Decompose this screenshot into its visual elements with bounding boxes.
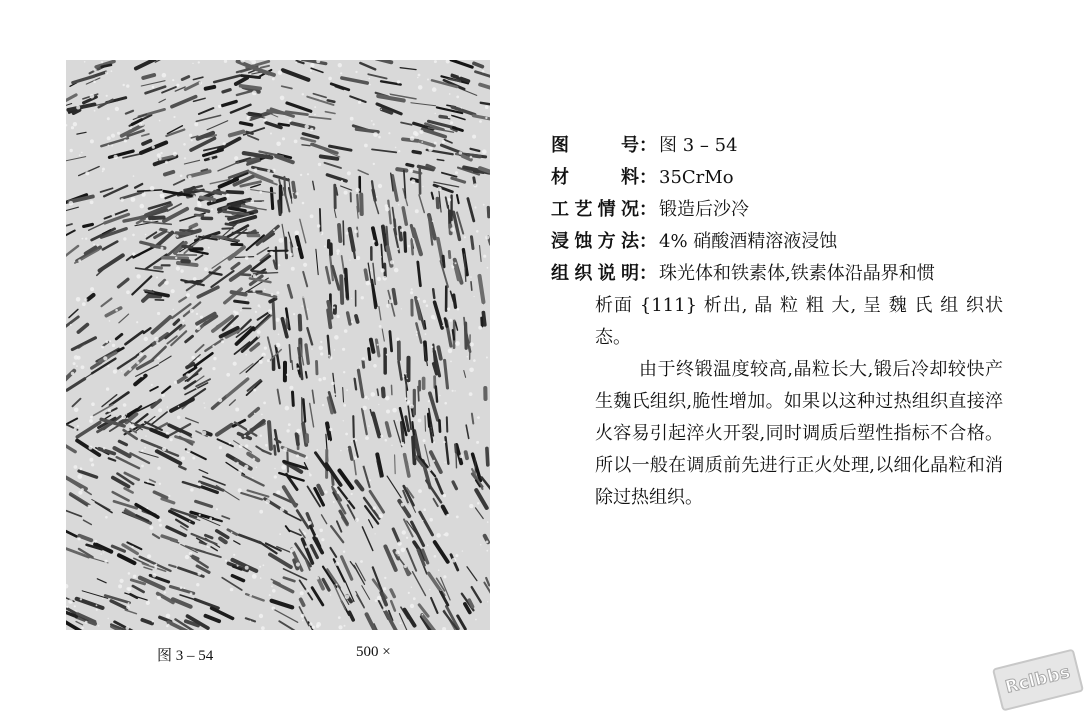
material-label: 材 料 (551, 167, 639, 188)
etch-label: 浸蚀方法 (551, 231, 639, 252)
process-value: 锻造后沙冷 (659, 199, 749, 220)
description-body (551, 290, 1003, 514)
desc-label: 组织说明 (551, 263, 639, 284)
colon: ： (639, 135, 657, 156)
info-row-process (551, 194, 1011, 226)
micrograph-texture (66, 60, 490, 630)
colon: ： (639, 167, 657, 188)
figure-magnification: 500 × (356, 644, 391, 660)
etch-value: 4% 硝酸酒精溶液浸蚀 (659, 231, 838, 252)
watermark-logo (992, 648, 1084, 711)
watermark-text: Rclbbs (1003, 662, 1073, 698)
micrograph-image (66, 60, 490, 630)
info-row-description (551, 258, 1011, 290)
material-value: 35CrMo (659, 167, 734, 188)
fig-value: 图 3 – 54 (659, 135, 738, 156)
desc-first-line: 珠光体和铁素体,铁素体沿晶界和惯 (659, 263, 935, 284)
info-row-material (551, 162, 1011, 194)
figure-caption: 图 3 – 54 (157, 648, 214, 664)
colon: ： (639, 263, 657, 284)
info-row-figure (551, 130, 1011, 162)
colon: ： (639, 199, 657, 220)
info-panel (551, 130, 1011, 514)
description-paragraph-1: 析面 {111} 析出, 晶 粒 粗 大, 呈 魏 氏 组 织状态。 (595, 295, 1003, 348)
process-label: 工艺情况 (551, 199, 639, 220)
description-paragraph-2: 由于终锻温度较高,晶粒长大,锻后冷却较快产生魏氏组织,脆性增加。如果以这种过热组织直接淬火容易引起淬火开裂,同时调质后塑性指标不合格。所以一般在调质前先进行正火处理,以细化晶粒和消除过热组织。 (595, 359, 1003, 508)
info-row-etch (551, 226, 1011, 258)
colon: ： (639, 231, 657, 252)
fig-label: 图 号 (551, 135, 639, 156)
